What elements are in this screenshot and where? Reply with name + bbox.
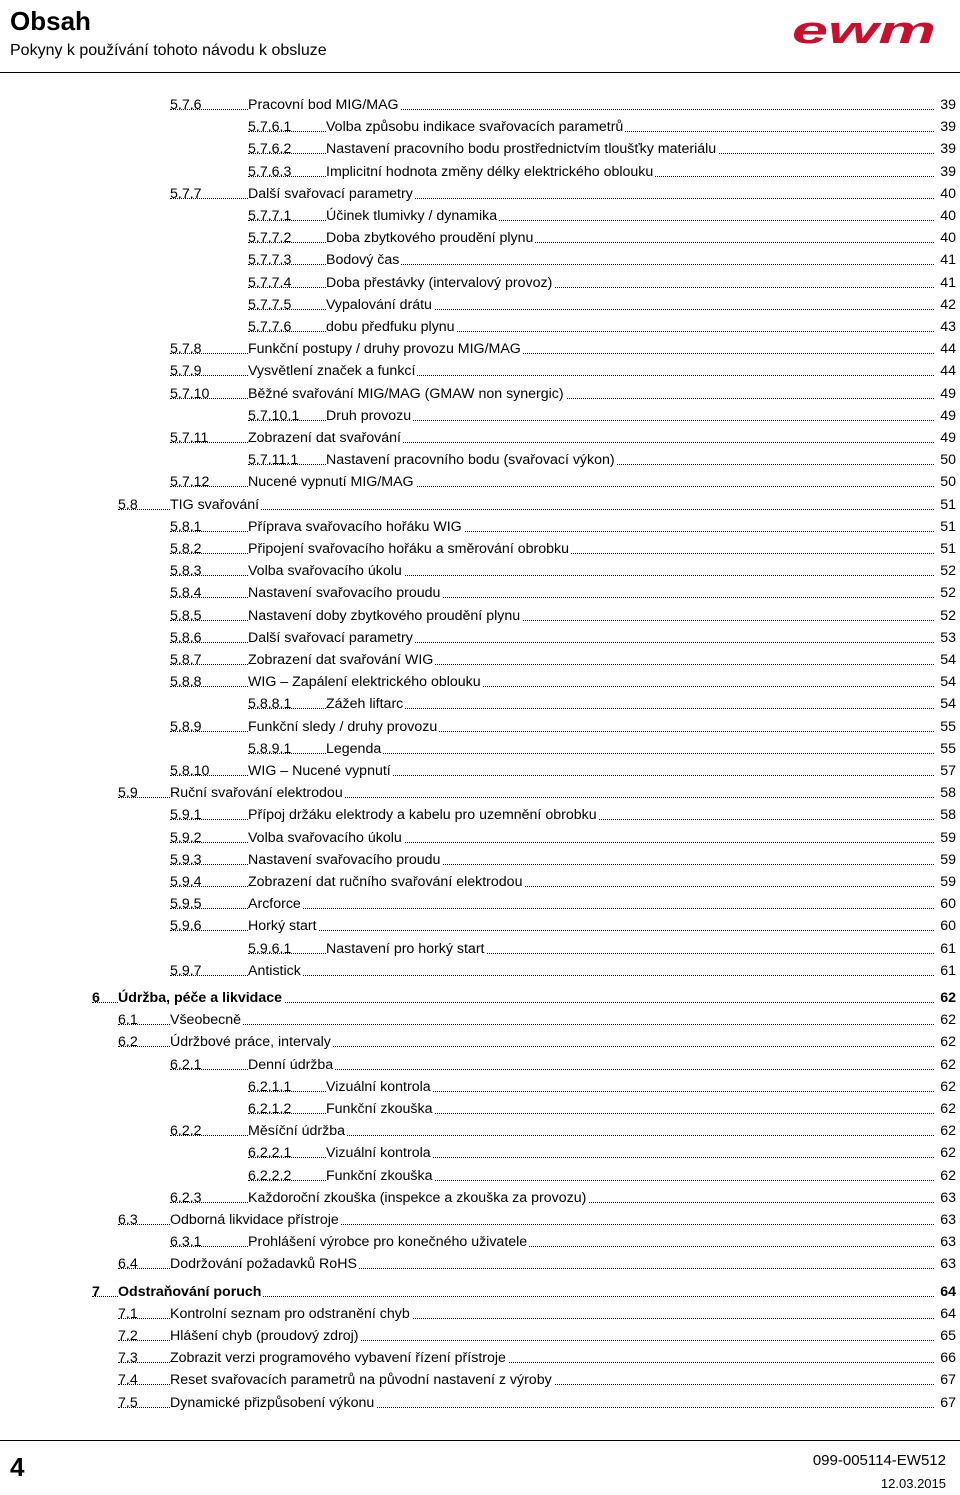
toc-entry[interactable] [170,94,956,116]
toc-entry-title: Další svařovací parametry [248,183,415,205]
page-number: 4 [10,1452,25,1482]
toc-entry-title: Měsíční údržba [248,1120,347,1142]
toc-entry-title: Pracovní bod MIG/MAG [248,94,401,116]
toc-entry-title: WIG – Zapálení elektrického oblouku [248,671,483,693]
toc-entry-page: 64 [934,1281,956,1303]
toc-entry-page: 63 [934,1187,956,1209]
toc-entry-number: 5.7.11 [170,430,209,446]
toc-entry-page: 49 [934,405,956,427]
toc-entry-page: 66 [934,1347,956,1369]
toc-entry-number: 5.9.6.1 [248,940,292,957]
toc-entry-page: 65 [934,1325,956,1347]
toc-entry-number: 5.9 [118,785,138,802]
toc-entry-page: 55 [934,716,956,738]
toc-entry-number: 6.2.2 [170,1123,202,1140]
toc-entry[interactable] [118,1031,956,1053]
toc-entry-page: 54 [934,671,956,693]
toc-entry-page: 54 [934,693,956,715]
toc-entry-number: 5.8.8 [170,674,202,691]
toc-entry-page: 49 [934,383,956,405]
toc-entry-number: 5.7.7.2 [248,230,292,247]
toc-entry-page: 50 [934,449,956,471]
toc-entry-number: 5.7.6.1 [248,119,292,136]
toc-entry[interactable] [248,738,956,760]
toc-entry[interactable] [170,1120,956,1142]
toc-entry-number: 5.7.6 [170,97,202,113]
toc-entry-number: 5.8 [118,496,138,513]
toc-entry-page: 42 [934,294,956,316]
document-date: 12.03.2015 [880,1476,946,1491]
toc-entry-title: Nastavení pro horký start [326,938,487,960]
toc-entry-title: Arcforce [248,893,303,915]
toc-entry[interactable] [118,782,956,804]
toc-entry-title: Volba svařovacího úkolu [248,827,404,849]
toc-entry-title: Nastavení svařovacího proudu [248,582,442,604]
toc-entry-page: 67 [934,1369,956,1391]
toc-entry[interactable] [248,449,956,471]
toc-entry-title: Doba přestávky (intervalový provoz) [326,272,554,294]
toc-entry[interactable] [170,716,956,738]
toc-entry-page: 50 [934,471,956,493]
toc-entry-number: 5.8.6 [170,629,202,646]
toc-entry-number: 7 [92,1283,100,1300]
toc-entry-number: 6.2.1.1 [248,1078,292,1095]
toc-entry-title: Vizuální kontrola [326,1076,433,1098]
toc-entry-number: 6.2.2.2 [248,1167,292,1184]
header-divider [0,72,960,73]
toc-entry-title: Nastavení doby zbytkového proudění plynu [248,605,522,627]
toc-entry[interactable] [170,915,956,937]
toc-entry-title: Funkční zkouška [326,1098,434,1120]
page-subtitle: Pokyny k používání tohoto návodu k obsluze [10,42,327,59]
toc-entry-number: 5.8.9 [170,718,202,735]
toc-entry-page: 51 [934,494,956,516]
toc-entry-page: 62 [934,1120,956,1142]
toc-entry-title: Doba zbytkového proudění plynu [326,227,535,249]
toc-entry-title: Ruční svařování elektrodou [170,782,345,804]
toc-entry-page: 62 [934,987,956,1009]
toc-entry-number: 7.2 [118,1328,138,1344]
toc-entry-title: Nucené vypnutí MIG/MAG [248,471,416,493]
toc-entry-title: Vypalování drátu [326,294,434,316]
toc-entry-number: 5.9.1 [170,807,202,824]
toc-entry-page: 40 [934,183,956,205]
toc-entry[interactable] [170,627,956,649]
svg-text:ewm: ewm [792,14,936,48]
toc-entry-number: 7.3 [118,1350,138,1367]
toc-entry-title: Volba svařovacího úkolu [248,560,404,582]
toc-entry-title: Zobrazit verzi programového vybavení řízení přístroje [170,1347,508,1369]
toc-entry-page: 40 [934,227,956,249]
toc-entry-page: 61 [934,938,956,960]
toc-entry-number: 5.7.7.4 [248,274,292,291]
toc-entry-number: 6.4 [118,1256,138,1273]
toc-entry-number: 5.7.7.1 [248,208,292,224]
toc-entry-page: 52 [934,582,956,604]
toc-entry-page: 62 [934,1009,956,1031]
toc-entry-number: 6.2.1.2 [248,1101,292,1117]
toc-entry-title: Odborná likvidace přístroje [170,1209,341,1231]
toc-entry-title: Denní údržba [248,1054,335,1076]
toc-entry[interactable] [118,1392,956,1414]
toc-entry-number: 6 [92,990,100,1006]
toc-entry[interactable] [248,294,956,316]
toc-entry[interactable] [170,849,956,871]
toc-entry-number: 5.7.9 [170,363,202,380]
toc-entry-number: 6.2 [118,1034,138,1051]
toc-entry-page: 60 [934,915,956,937]
toc-entry-title: Běžné svařování MIG/MAG (GMAW non synergic) [248,383,566,405]
toc-entry-page: 63 [934,1253,956,1275]
toc-entry[interactable] [118,1347,956,1369]
toc-entry[interactable] [170,804,956,826]
toc-entry-number: 5.8.7 [170,652,202,668]
toc-entry-title: Vysvětlení značek a funkcí [248,360,417,382]
toc-entry-title: Dodržování požadavků RoHS [170,1253,359,1275]
toc-entry-number: 5.7.10 [170,385,210,402]
toc-entry-title: Nastavení svařovacího proudu [248,849,442,871]
toc-entry[interactable] [92,1281,956,1303]
toc-entry[interactable] [118,1369,956,1391]
toc-entry[interactable] [170,516,956,538]
toc-entry[interactable] [170,383,956,405]
toc-entry-number: 7.1 [118,1305,138,1322]
toc-entry-page: 39 [934,138,956,160]
toc-entry-title: dobu předfuku plynu [326,316,457,338]
toc-entry-page: 62 [934,1076,956,1098]
toc-entry-number: 5.9.5 [170,896,202,913]
toc-entry[interactable] [170,649,956,671]
toc-entry-title: Vizuální kontrola [326,1142,433,1164]
toc-entry[interactable] [248,1098,956,1120]
toc-entry-title: Nastavení pracovního bodu (svařovací výkon) [326,449,617,471]
toc-entry[interactable] [170,1054,956,1076]
toc-entry[interactable] [248,1076,956,1098]
toc-entry-number: 5.7.7.5 [248,296,292,313]
toc-entry[interactable] [170,1231,956,1253]
toc-entry-number: 5.8.5 [170,607,202,624]
toc-entry[interactable] [118,494,956,516]
toc-entry[interactable] [170,671,956,693]
toc-entry-page: 41 [934,249,956,271]
toc-entry-page: 41 [934,272,956,294]
toc-entry-title: Funkční sledy / druhy provozu [248,716,439,738]
toc-entry-page: 63 [934,1209,956,1231]
toc-entry[interactable] [170,582,956,604]
toc-entry-page: 52 [934,560,956,582]
toc-entry-title: Odstraňování poruch [118,1281,263,1303]
toc-entry-page: 51 [934,516,956,538]
toc-entry-page: 62 [934,1165,956,1187]
toc-entry[interactable] [118,1303,956,1325]
toc-entry-title: Zobrazení dat svařování [248,427,403,449]
toc-entry-page: 52 [934,605,956,627]
toc-entry-title: Všeobecně [170,1009,243,1031]
toc-entry[interactable] [248,205,956,227]
toc-entry-page: 40 [934,205,956,227]
toc-entry-number: 5.9.2 [170,829,202,846]
toc-entry-number: 5.9.6 [170,918,202,935]
toc-entry-page: 55 [934,738,956,760]
toc-entry-title: Připojení svařovacího hořáku a směrování obrobku [248,538,571,560]
toc-entry-title: Nastavení pracovního bodu prostřednictvím tloušťky materiálu [326,138,718,160]
toc-entry-page: 62 [934,1054,956,1076]
toc-entry[interactable] [248,249,956,271]
toc-entry-number: 5.8.4 [170,585,202,602]
toc-entry-page: 64 [934,1303,956,1325]
toc-entry-number: 5.7.6.3 [248,163,292,180]
toc-entry[interactable] [170,960,956,982]
toc-entry-title: Zážeh liftarc [326,693,405,715]
toc-entry[interactable] [170,338,956,360]
toc-entry-title: Účinek tlumivky / dynamika [326,205,499,227]
toc-entry-title: Bodový čas [326,249,401,271]
toc-entry-page: 39 [934,94,956,116]
page-title: Obsah [10,6,91,36]
toc-entry-title: Horký start [248,915,319,937]
toc-entry-number: 5.7.7.3 [248,252,292,269]
toc-entry-number: 5.8.10 [170,763,210,779]
toc-entry[interactable] [118,1209,956,1231]
toc-entry-title: Další svařovací parametry [248,627,415,649]
toc-entry-page: 59 [934,827,956,849]
toc-entry[interactable] [118,1253,956,1275]
toc-entry-page: 59 [934,871,956,893]
toc-entry-title: TIG svařování [170,494,261,516]
toc-entry[interactable] [170,427,956,449]
toc-entry[interactable] [170,1187,956,1209]
toc-entry-title: Údržbové práce, intervaly [170,1031,333,1053]
toc-entry-page: 62 [934,1142,956,1164]
toc-entry-number: 5.7.6.2 [248,141,292,158]
toc-entry-page: 58 [934,804,956,826]
toc-entry[interactable] [248,272,956,294]
document-number: 099-005114-EW512 [812,1452,946,1469]
toc-entry-page: 44 [934,338,956,360]
toc-entry[interactable] [170,560,956,582]
toc-entry[interactable] [118,1009,956,1031]
toc-entry-title: Implicitní hodnota změny délky elektrického oblouku [326,161,655,183]
toc-entry[interactable] [248,116,956,138]
toc-entry-page: 59 [934,849,956,871]
toc-entry[interactable] [248,693,956,715]
toc-entry-page: 51 [934,538,956,560]
toc-entry[interactable] [170,827,956,849]
toc-entry-page: 62 [934,1031,956,1053]
toc-entry[interactable] [248,938,956,960]
toc-entry-title: Funkční postupy / druhy provozu MIG/MAG [248,338,523,360]
toc-entry[interactable] [92,987,956,1009]
toc-entry-title: Kontrolní seznam pro odstranění chyb [170,1303,412,1325]
toc-entry-page: 54 [934,649,956,671]
toc-entry-title: Zobrazení dat ručního svařování elektrodou [248,871,524,893]
toc-entry-number: 5.8.9.1 [248,740,292,757]
toc-entry-page: 67 [934,1392,956,1414]
toc-entry-number: 6.2.2.1 [248,1145,292,1162]
toc-entry-page: 43 [934,316,956,338]
toc-entry-number: 6.1 [118,1012,138,1029]
toc-entry-number: 6.2.1 [170,1056,202,1073]
toc-entry-title: Údržba, péče a likvidace [118,987,284,1009]
toc-entry[interactable] [248,138,956,160]
toc-entry[interactable] [170,471,956,493]
toc-entry-number: 5.8.1 [170,518,202,535]
toc-entry-title: Dynamické přizpůsobení výkonu [170,1392,376,1414]
toc-entry[interactable] [248,161,956,183]
toc-entry-page: 63 [934,1231,956,1253]
toc-entry[interactable] [170,605,956,627]
toc-entry-number: 5.8.8.1 [248,696,292,713]
toc-entry-title: Přípoj držáku elektrody a kabelu pro uzemnění obrobku [248,804,599,826]
toc-entry-number: 5.7.10.1 [248,407,300,424]
toc-entry-page: 57 [934,760,956,782]
toc-entry-page: 62 [934,1098,956,1120]
toc-entry-title: Volba způsobu indikace svařovacích parametrů [326,116,625,138]
toc-entry[interactable] [248,1142,956,1164]
toc-entry[interactable] [118,1325,956,1347]
toc-entry-number: 7.4 [118,1372,138,1389]
toc-entry-page: 58 [934,782,956,804]
toc-entry-page: 60 [934,893,956,915]
toc-entry-title: Každoroční zkouška (inspekce a zkouška za provozu) [248,1187,588,1209]
toc-entry-number: 5.8.2 [170,541,202,557]
toc-entry-title: WIG – Nucené vypnutí [248,760,393,782]
toc-entry-number: 5.9.3 [170,851,202,868]
toc-entry-title: Příprava svařovacího hořáku WIG [248,516,464,538]
toc-entry[interactable] [170,871,956,893]
toc-entry-title: Reset svařovacích parametrů na původní nastavení z výroby [170,1369,554,1391]
toc-entry-number: 5.7.8 [170,341,202,358]
toc-entry-title: Zobrazení dat svařování WIG [248,649,435,671]
toc-entry-page: 49 [934,427,956,449]
toc-entry[interactable] [170,360,956,382]
toc-entry-page: 39 [934,116,956,138]
toc-entry-number: 5.9.7 [170,962,202,979]
toc-entry-number: 7.5 [118,1394,138,1411]
toc-entry-number: 5.7.7 [170,185,202,202]
toc-entry-number: 6.2.3 [170,1189,202,1206]
toc-entry-number: 5.9.4 [170,874,202,890]
toc-entry-page: 61 [934,960,956,982]
toc-entry[interactable] [170,538,956,560]
toc-entry-title: Antistick [248,960,303,982]
toc-entry[interactable] [248,1165,956,1187]
toc-entry[interactable] [170,893,956,915]
toc-entry-title: Prohlášení výrobce pro konečného uživatele [248,1231,529,1253]
toc-entry-number: 6.3 [118,1212,138,1228]
ewm-logo [792,14,938,48]
toc-entry-page: 53 [934,627,956,649]
footer-divider [0,1440,960,1441]
toc-entry[interactable] [248,227,956,249]
toc-entry-number: 5.7.11.1 [248,452,299,469]
toc-entry-number: 6.3.1 [170,1234,202,1251]
toc-entry-title: Hlášení chyb (proudový zdroj) [170,1325,360,1347]
toc-entry-page: 44 [934,360,956,382]
toc-entry[interactable] [248,405,956,427]
toc-entry[interactable] [170,760,956,782]
toc-entry[interactable] [170,183,956,205]
toc-entry-number: 5.8.3 [170,563,202,580]
toc-entry-number: 5.7.12 [170,474,210,491]
toc-entry-number: 5.7.7.6 [248,319,292,335]
toc-entry-title: Druh provozu [326,405,413,427]
toc-entry-page: 39 [934,161,956,183]
toc-entry-title: Funkční zkouška [326,1165,434,1187]
toc-entry-title: Legenda [326,738,383,760]
toc-entry[interactable] [248,316,956,338]
